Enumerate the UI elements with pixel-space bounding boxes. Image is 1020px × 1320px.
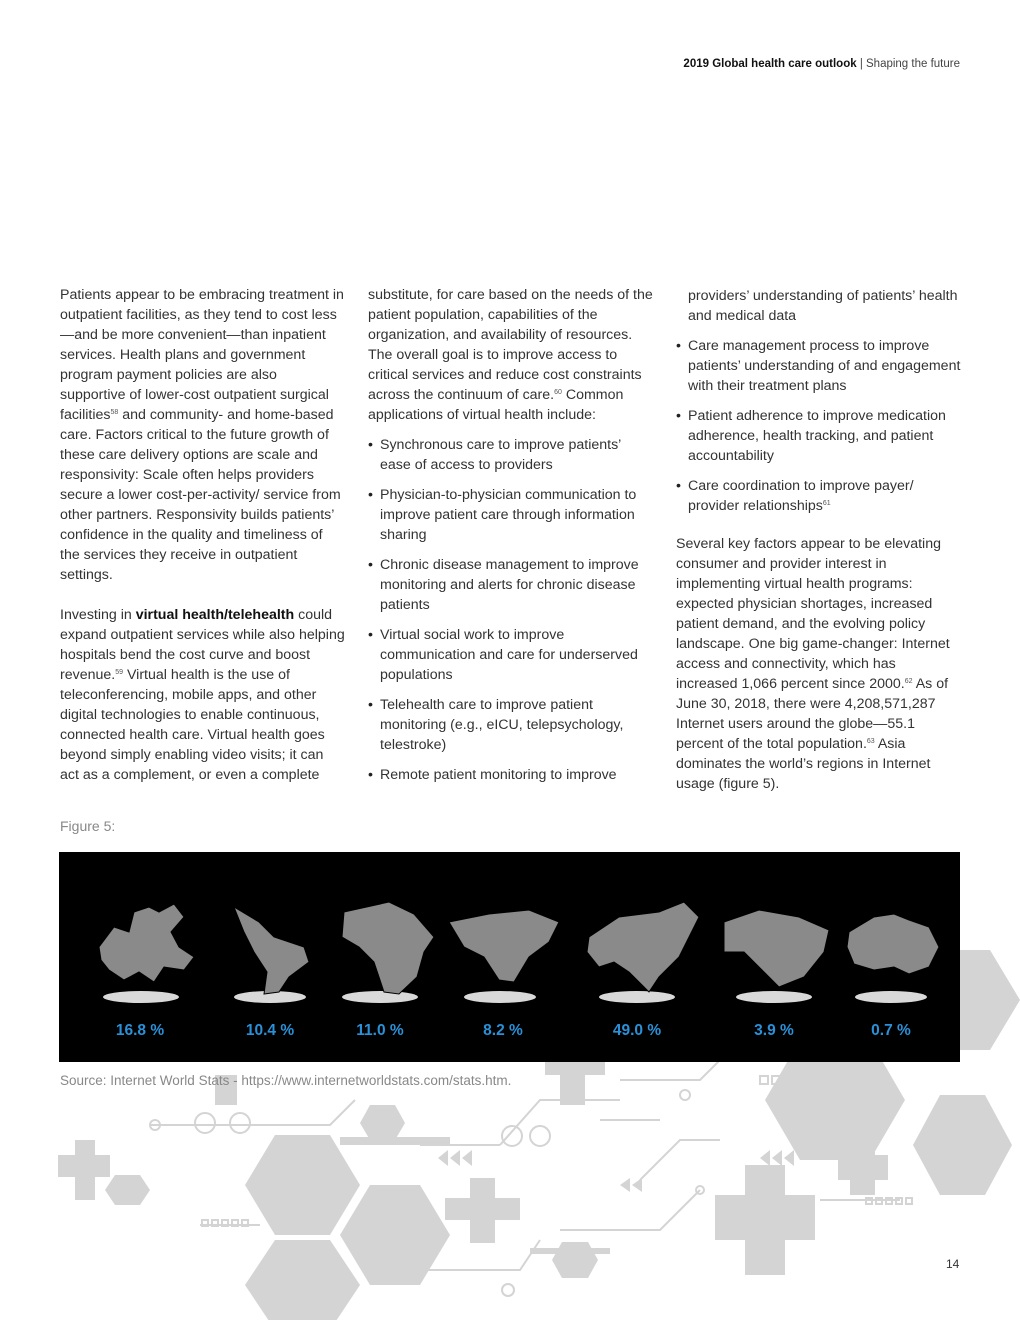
emphasis-virtual-health: virtual health/telehealth <box>135 607 295 623</box>
percent-label-latin-america: 10.4 % <box>245 1022 295 1039</box>
list-item: • Telehealth care to improve patient monitoring (e.g., eICU, telepsychology, telestroke) <box>368 695 653 755</box>
percent-label-asia: 49.0 % <box>612 1022 662 1039</box>
latin-america-map-icon <box>234 907 309 994</box>
percent-label-middle-east: 3.9 % <box>754 1022 794 1039</box>
north-america-map-icon <box>449 910 559 982</box>
footnote-ref[interactable]: 59 <box>115 669 124 676</box>
virtual-health-applications-list <box>368 435 653 785</box>
footnote-ref[interactable]: 62 <box>904 678 913 685</box>
list-item: • Physician-to-physician communication to improve patient care through information sharing <box>368 485 653 545</box>
footnote-ref[interactable]: 58 <box>110 409 119 416</box>
list-item: • Chronic disease management to improve monitoring and alerts for chronic disease patients <box>368 555 653 615</box>
list-item: • Virtual social work to improve communication and care for underserved populations <box>368 625 653 685</box>
footnote-ref[interactable]: 63 <box>866 738 875 745</box>
list-item: • Patient adherence to improve medication adherence, health tracking, and patient accountability <box>676 406 961 466</box>
figure-label: Figure 5: <box>60 818 116 834</box>
paragraph-substitute: substitute, for care based on the needs of the patient population, capabilities of the organization, and availability of resources. The overall goal is to improve access to critical services and reduce cost constraints across the continuum of care.$^{60}$ Common applications of virtual health include: <box>368 287 653 423</box>
oceania-map-icon <box>847 914 939 974</box>
text-column-3 <box>676 286 961 814</box>
running-header <box>683 58 960 70</box>
text-column-2 <box>368 285 653 795</box>
paragraph-virtual-health: Investing in virtual health/telehealth could expand outpatient services while also helping hospitals bend the cost curve and boost revenue.$^{59}$ Virtual health is the use of teleconferencing, mobile apps, and other digital technologies to enable continuous, connected health care. Virtual health goes beyond simply enabling video visits; it can act as a complement, or even a complete <box>60 607 345 783</box>
paragraph-outpatient: Patients appear to be embracing treatment in outpatient facilities, as they tend to cost less—and be more convenient—than inpatient services. Health plans and government program payment policies are also supportive of lower-cost outpatient surgical facilities$^{58}$ and community- and home-based care. Factors critical to the future growth of these care delivery options are scale and responsivity: Scale often helps providers secure a lower cost-per-activity/ service from other partners. Responsivity builds patients’ confidence in the quality and timeliness of the services they receive in outpatient settings. <box>60 287 344 583</box>
header-subtitle: | Shaping the future <box>856 58 960 70</box>
figure-source: Source: Internet World Stats - https://www.internetworldstats.com/stats.htm. <box>60 1073 512 1088</box>
paragraph-key-factors: Several key factors appear to be elevating consumer and provider interest in implementing virtual health programs: expected physician shortages, increased patient demand, and the evolving policy landscape. One big game-changer: Internet access and connectivity, which has increased 1,066 percent since 2000.62 As of June 30, 2018, there were 4,208,571,287 Internet users around the globe—55.1 percent of the total population.$^{63}$ Asia dominates the world’s regions in Internet usage (figure 5). <box>676 536 950 792</box>
footnote-ref[interactable]: 60 <box>554 389 562 396</box>
europe-map-icon <box>99 904 194 982</box>
list-item-continued: providers’ understanding of patients’ health and medical data <box>688 288 958 324</box>
list-item: • Remote patient monitoring to improve <box>368 765 653 785</box>
header-title: 2019 Global health care outlook <box>683 58 857 70</box>
footnote-ref[interactable]: 61 <box>822 500 831 507</box>
list-item: • Synchronous care to improve patients’ ease of access to providers <box>368 435 653 475</box>
asia-map-icon <box>587 902 699 992</box>
africa-map-icon <box>342 902 434 994</box>
text-column-1 <box>60 285 345 805</box>
virtual-health-applications-list-cont <box>676 286 961 516</box>
list-item: • Care coordination to improve payer/ provider relationships$^{61}$ <box>676 476 961 516</box>
percent-label-north-america: 8.2 % <box>483 1022 523 1039</box>
middle-east-map-icon <box>724 910 829 987</box>
percent-label-europe: 16.8 % <box>115 1022 165 1039</box>
page-number: 14 <box>946 1257 960 1271</box>
percent-label-oceania: 0.7 % <box>871 1022 911 1039</box>
internet-usage-by-region-panel <box>59 852 960 1062</box>
list-item: • Care management process to improve patients’ understanding of and engagement with their treatment plans <box>676 336 961 396</box>
percent-label-africa: 11.0 % <box>356 1022 404 1039</box>
